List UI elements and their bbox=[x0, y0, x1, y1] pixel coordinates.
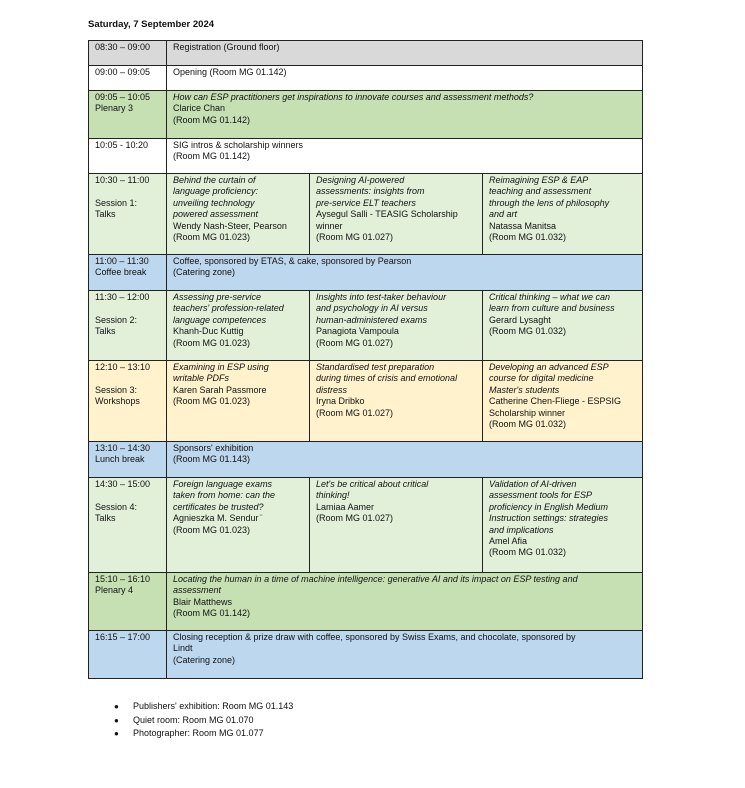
session-label: Session 2: bbox=[95, 314, 138, 325]
time-cell bbox=[89, 631, 167, 679]
time-label: 10:30 – 11:00 bbox=[95, 175, 150, 185]
talk-cell bbox=[483, 174, 643, 255]
session-label: Plenary 3 bbox=[95, 103, 134, 114]
event-text: Coffee, sponsored by ETAS, & cake, sponsored by Pearson bbox=[173, 256, 412, 266]
event-cell bbox=[167, 139, 643, 174]
notes-list bbox=[114, 700, 293, 741]
time-label: 16:15 – 17:00 bbox=[95, 632, 151, 642]
room-label: (Room MG 01.027) bbox=[316, 232, 394, 243]
talk-title: thinking! bbox=[316, 490, 350, 501]
talk-title: language proficiency: bbox=[173, 186, 259, 197]
list-item bbox=[114, 700, 293, 714]
talk-title: How can ESP practitioners get inspirations to innovate courses and assessment methods? bbox=[173, 92, 534, 102]
time-label: 11:30 – 12:00 bbox=[95, 292, 150, 302]
time-cell bbox=[89, 291, 167, 361]
list-item bbox=[114, 727, 293, 741]
bullet-icon: ● bbox=[114, 715, 119, 725]
time-cell bbox=[89, 41, 167, 66]
room-label: (Room MG 01.023) bbox=[173, 524, 251, 535]
time-cell bbox=[89, 478, 167, 573]
schedule-row-session-4 bbox=[89, 478, 643, 573]
speaker-name: Agnieszka M. Sendur ̈ bbox=[173, 513, 262, 524]
time-cell bbox=[89, 573, 167, 631]
event-cell bbox=[167, 442, 643, 478]
room-label: (Room MG 01.143) bbox=[173, 454, 251, 465]
talk-title: certificates be trusted? bbox=[173, 501, 264, 512]
schedule-row-closing bbox=[89, 631, 643, 679]
time-label: 08:30 – 09:00 bbox=[95, 42, 151, 52]
time-label: 11:00 – 11:30 bbox=[95, 256, 149, 266]
page-title: Saturday, 7 September 2024 bbox=[88, 19, 215, 30]
session-type: Workshops bbox=[95, 396, 140, 407]
talk-title: course for digital medicine bbox=[489, 373, 594, 384]
talk-title: Developing an advanced ESP bbox=[489, 362, 609, 372]
talk-title: teaching and assessment bbox=[489, 186, 592, 197]
talk-cell bbox=[483, 361, 643, 442]
time-cell bbox=[89, 91, 167, 139]
talk-title: during times of crisis and emotional bbox=[316, 373, 458, 384]
talk-title: Designing AI-powered bbox=[316, 175, 405, 185]
talk-title: Validation of AI-driven bbox=[489, 479, 577, 489]
schedule-row-plenary-4 bbox=[89, 573, 643, 631]
time-label: 10:05 - 10:20 bbox=[95, 140, 149, 150]
bullet-icon: ● bbox=[114, 702, 119, 711]
note-text: Publishers' exhibition: Room MG 01.143 bbox=[133, 701, 294, 711]
time-cell bbox=[89, 66, 167, 91]
speaker-name: Catherine Chen-Fliege - ESPSIG bbox=[489, 396, 622, 407]
room-label: (Room MG 01.027) bbox=[316, 407, 394, 418]
time-cell bbox=[89, 139, 167, 174]
talk-title: Let's be critical about critical bbox=[316, 479, 429, 489]
event-cell bbox=[167, 66, 643, 91]
talk-title: powered assessment bbox=[173, 209, 259, 220]
talk-title: assessments: insights from bbox=[316, 186, 425, 197]
room-label: (Room MG 01.142) bbox=[173, 151, 251, 162]
speaker-name: Khanh-Duc Kuttig bbox=[173, 326, 244, 337]
talk-title: and art bbox=[489, 209, 518, 220]
talk-title: learn from culture and business bbox=[489, 303, 615, 314]
room-label: (Room MG 01.032) bbox=[489, 547, 567, 558]
session-label: Lunch break bbox=[95, 454, 145, 465]
talk-title: language competences bbox=[173, 314, 267, 325]
schedule-row-plenary-3 bbox=[89, 91, 643, 139]
time-label: 09:05 – 10:05 bbox=[95, 92, 151, 102]
room-label: (Room MG 01.142) bbox=[173, 114, 251, 125]
speaker-name: Panagiota Vampoula bbox=[316, 326, 399, 337]
schedule-row-session-3 bbox=[89, 361, 643, 442]
talk-title: pre-service ELT teachers bbox=[316, 197, 416, 208]
talk-cell bbox=[167, 174, 310, 255]
note-text: Quiet room: Room MG 01.070 bbox=[133, 714, 254, 725]
time-cell bbox=[89, 255, 167, 291]
speaker-name: Aysegul Salli - TEASIG Scholarship bbox=[316, 209, 458, 220]
speaker-name: Amel Afia bbox=[489, 536, 528, 547]
schedule-row-opening bbox=[89, 66, 643, 91]
talk-cell bbox=[310, 291, 483, 361]
speaker-name: Lamiaa Aamer bbox=[316, 501, 375, 512]
talk-title: distress bbox=[316, 384, 348, 395]
talk-title: unveiling technology bbox=[173, 197, 255, 208]
talk-title: and psychology in AI versus bbox=[316, 303, 428, 314]
talk-title: Reimagining ESP & EAP bbox=[489, 175, 589, 185]
talk-title: Examining in ESP using bbox=[173, 362, 269, 372]
time-label: 12:10 – 13:10 bbox=[95, 362, 151, 372]
speaker-name: Iryna Dribko bbox=[316, 396, 365, 407]
talk-cell bbox=[167, 361, 310, 442]
speaker-name: Blair Matthews bbox=[173, 596, 233, 607]
talk-cell bbox=[483, 291, 643, 361]
talk-title: writable PDFs bbox=[173, 373, 230, 384]
talk-title: Critical thinking – what we can bbox=[489, 292, 611, 302]
speaker-name: Karen Sarah Passmore bbox=[173, 384, 267, 395]
room-label: (Room MG 01.027) bbox=[316, 337, 394, 348]
time-cell bbox=[89, 442, 167, 478]
talk-title: Insights into test-taker behaviour bbox=[316, 292, 447, 302]
talk-title: proficiency in English Medium bbox=[489, 501, 609, 512]
speaker-name: Wendy Nash-Steer, Pearson bbox=[173, 220, 287, 231]
schedule-row-lunch-break bbox=[89, 442, 643, 478]
speaker-name: Scholarship winner bbox=[489, 407, 566, 418]
talk-title: Instruction settings: strategies bbox=[489, 513, 609, 524]
event-text: Closing reception & prize draw with coffee, sponsored by Swiss Exams, and chocolate, sponsored by bbox=[173, 632, 576, 642]
speaker-name: Gerard Lysaght bbox=[489, 314, 551, 325]
talk-cell bbox=[167, 291, 310, 361]
schedule-row-session-2 bbox=[89, 291, 643, 361]
event-cell bbox=[167, 41, 643, 66]
time-cell bbox=[89, 174, 167, 255]
room-label: (Room MG 01.032) bbox=[489, 232, 567, 243]
talk-title: Foreign language exams bbox=[173, 479, 273, 489]
talk-title: Standardised test preparation bbox=[316, 362, 435, 372]
event-cell bbox=[167, 255, 643, 291]
talk-title: assessment bbox=[173, 585, 222, 596]
room-label: (Room MG 01.142) bbox=[173, 608, 251, 619]
talk-title: assessment tools for ESP bbox=[489, 490, 593, 501]
session-type: Talks bbox=[95, 209, 116, 220]
talk-title: Behind the curtain of bbox=[173, 175, 256, 185]
event-text: Lindt bbox=[173, 643, 193, 654]
talk-cell bbox=[167, 478, 310, 573]
event-cell bbox=[167, 631, 643, 679]
event-text: Registration (Ground floor) bbox=[173, 42, 280, 52]
room-label: (Room MG 01.023) bbox=[173, 232, 251, 243]
room-label: (Room MG 01.023) bbox=[173, 396, 251, 407]
schedule-row-session-1 bbox=[89, 174, 643, 255]
bullet-icon: ● bbox=[114, 729, 119, 739]
talk-title: and implications bbox=[489, 524, 554, 535]
note-text: Photographer: Room MG 01.077 bbox=[133, 728, 264, 739]
talk-cell bbox=[483, 478, 643, 573]
event-text: SIG intros & scholarship winners bbox=[173, 140, 304, 150]
talk-cell bbox=[310, 361, 483, 442]
session-type: Talks bbox=[95, 326, 116, 337]
event-text: Sponsors' exhibition bbox=[173, 443, 254, 453]
talk-title: human-administered exams bbox=[316, 314, 428, 325]
talk-title: through the lens of philosophy bbox=[489, 197, 610, 208]
talk-cell bbox=[310, 478, 483, 573]
room-label: (Room MG 01.023) bbox=[173, 337, 251, 348]
talk-title: taken from home: can the bbox=[173, 490, 276, 501]
event-cell bbox=[167, 91, 643, 139]
session-label: Session 3: bbox=[95, 384, 138, 395]
event-cell bbox=[167, 573, 643, 631]
room-label: (Room MG 01.027) bbox=[316, 513, 394, 524]
talk-title: Locating the human in a time of machine intelligence: generative AI and its impact on ESP testing and bbox=[173, 574, 578, 584]
session-label: Session 1: bbox=[95, 197, 138, 208]
speaker-name: Clarice Chan bbox=[173, 103, 226, 114]
schedule-row-registration bbox=[89, 41, 643, 66]
list-item bbox=[114, 714, 293, 728]
time-label: 15:10 – 16:10 bbox=[95, 574, 151, 584]
schedule-table bbox=[88, 40, 643, 679]
room-label: (Room MG 01.032) bbox=[489, 419, 567, 430]
schedule-row-coffee-break bbox=[89, 255, 643, 291]
time-label: 13:10 – 14:30 bbox=[95, 443, 151, 453]
talk-title: teachers' profession-related bbox=[173, 303, 284, 314]
room-label: (Room MG 01.032) bbox=[489, 326, 567, 337]
schedule-row-sig bbox=[89, 139, 643, 174]
talk-title: Master's students bbox=[489, 384, 560, 395]
room-label: (Catering zone) bbox=[173, 267, 236, 278]
time-label: 14:30 – 15:00 bbox=[95, 479, 151, 489]
session-label: Coffee break bbox=[95, 267, 147, 278]
event-text: Opening (Room MG 01.142) bbox=[173, 67, 287, 77]
speaker-name: winner bbox=[316, 220, 343, 231]
time-cell bbox=[89, 361, 167, 442]
session-label: Session 4: bbox=[95, 501, 138, 512]
session-type: Talks bbox=[95, 513, 116, 524]
talk-cell bbox=[310, 174, 483, 255]
time-label: 09:00 – 09:05 bbox=[95, 67, 151, 77]
room-label: (Catering zone) bbox=[173, 654, 236, 665]
talk-title: Assessing pre-service bbox=[173, 292, 262, 302]
session-label: Plenary 4 bbox=[95, 585, 134, 596]
speaker-name: Natassa Manitsa bbox=[489, 220, 557, 231]
